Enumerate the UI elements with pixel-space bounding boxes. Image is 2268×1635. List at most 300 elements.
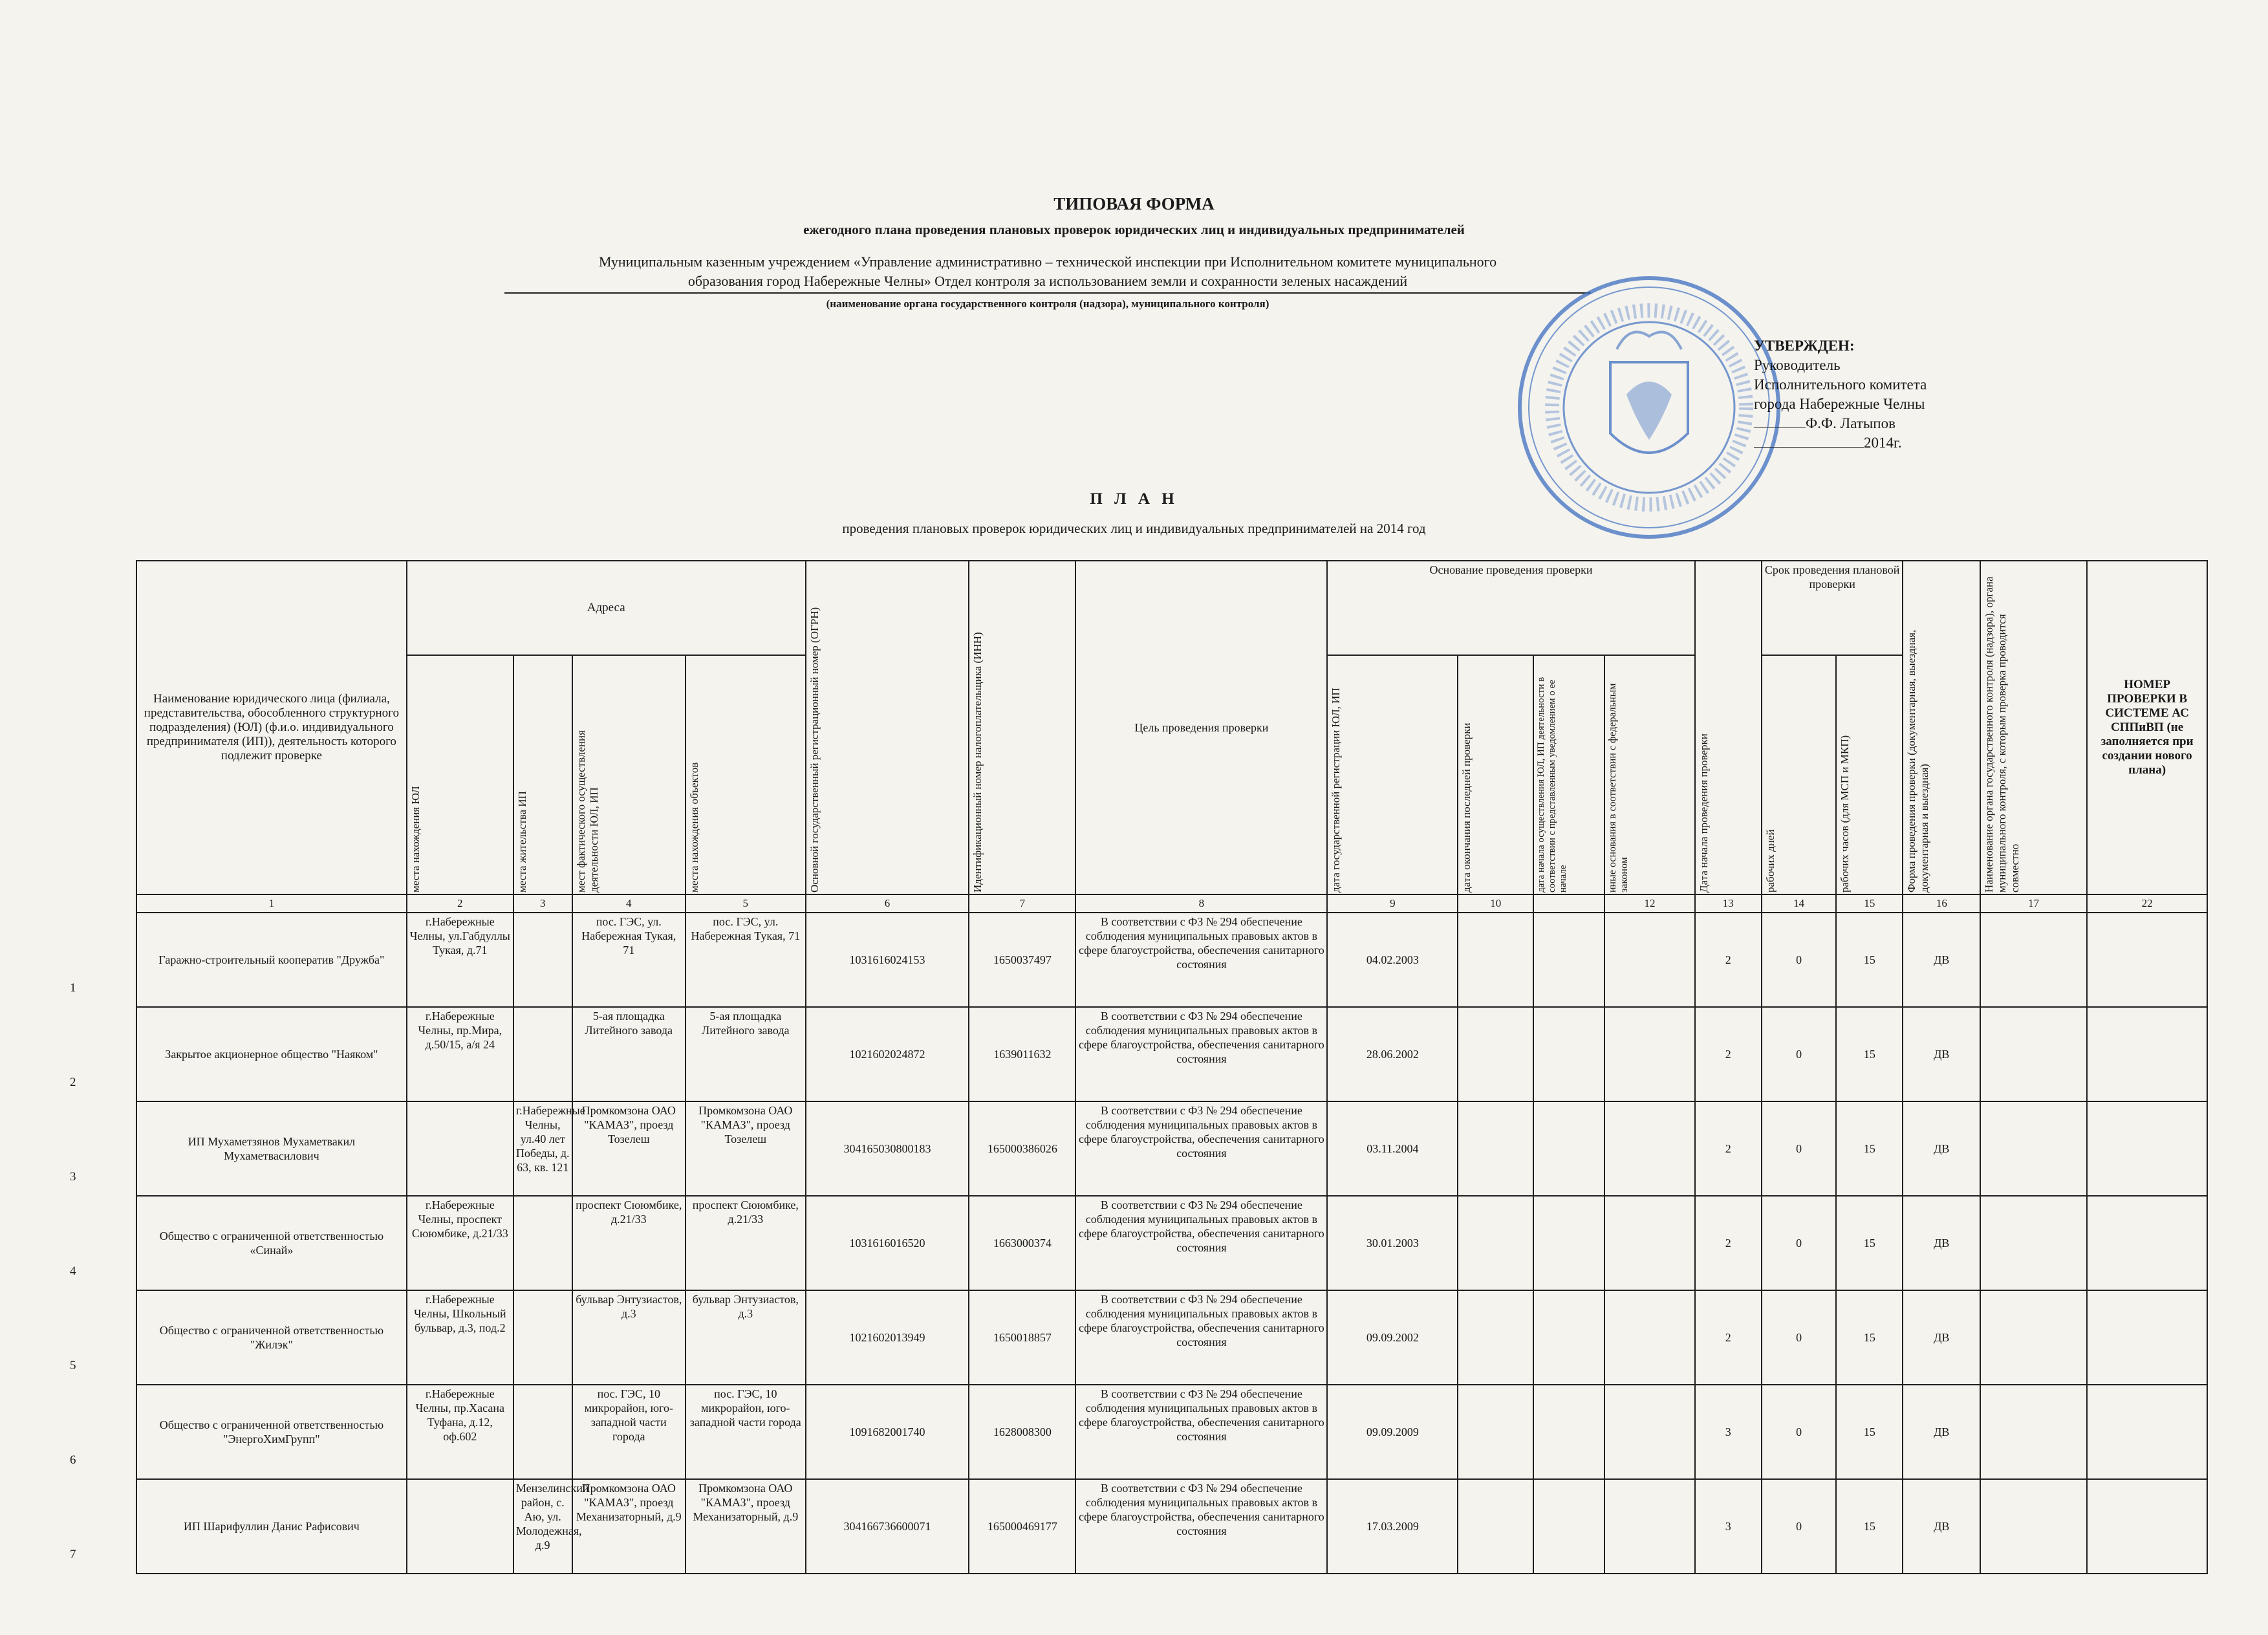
activity-start-cell — [1533, 1479, 1604, 1574]
address-ul-cell-text: г.Набережные Челны, ул.Габдуллы Тукая, д.71 — [409, 915, 510, 957]
th-addresses: Адреса — [407, 561, 806, 655]
row-number: 7 — [70, 1548, 76, 1561]
check-form-cell — [1903, 1479, 1980, 1574]
inn-cell-text: 165000469177 — [987, 1520, 1057, 1533]
th-term: Срок проведения плановой проверки — [1762, 561, 1903, 655]
work-days-cell — [1762, 1007, 1837, 1101]
ogrn-cell — [806, 1196, 969, 1290]
col-num: 22 — [2087, 894, 2207, 913]
col-num: 3 — [513, 894, 572, 913]
approval-date-line — [1754, 433, 1927, 453]
address-ul-cell — [407, 1196, 513, 1290]
row-number: 1 — [70, 981, 76, 995]
work-hours-cell-text: 15 — [1863, 1520, 1875, 1533]
joint-body-cell — [1980, 1290, 2087, 1385]
address-ip-cell — [513, 913, 572, 1007]
start-date-cell-text: 2 — [1725, 1237, 1731, 1250]
ogrn-cell-text: 1091682001740 — [849, 1425, 925, 1438]
joint-body-cell — [1980, 913, 2087, 1007]
ogrn-cell-text: 1021602024872 — [849, 1048, 925, 1061]
org-name-cell — [136, 913, 407, 1007]
ogrn-cell — [806, 913, 969, 1007]
approval-signature-line — [1754, 414, 1927, 433]
inn-cell-text: 1628008300 — [993, 1425, 1052, 1438]
activity-start-cell — [1533, 1101, 1604, 1196]
th-ogrn-text: Основной государственный регистрационный номер (ОГРН) — [808, 607, 821, 893]
organization-note: (наименование органа государственного контроля (надзора), муниципального контроля) — [826, 298, 1269, 310]
row-number: 5 — [70, 1359, 76, 1372]
activity-start-cell — [1533, 1196, 1604, 1290]
start-date-cell-text: 3 — [1725, 1425, 1731, 1438]
check-form-cell-text: ДВ — [1934, 1425, 1950, 1438]
inn-cell — [969, 1479, 1075, 1574]
registration-date-cell-text: 28.06.2002 — [1366, 1048, 1419, 1061]
address-activity-cell — [572, 1101, 686, 1196]
work-days-cell — [1762, 1385, 1837, 1479]
purpose-cell — [1075, 1196, 1327, 1290]
plan-subtitle: проведения плановых проверок юридических лиц и индивидуальных предпринимателей на 2014 год — [842, 521, 1426, 536]
joint-body-cell — [1980, 1101, 2087, 1196]
last-check-cell — [1458, 1007, 1533, 1101]
org-name-cell — [136, 1007, 407, 1101]
ogrn-cell — [806, 1479, 969, 1574]
org-name-cell — [136, 1196, 407, 1290]
row-number: 2 — [70, 1076, 76, 1089]
registration-date-cell — [1327, 913, 1458, 1007]
purpose-cell — [1075, 1290, 1327, 1385]
work-hours-cell — [1836, 1101, 1903, 1196]
th-ground-start-text: дата начала осуществления ЮЛ, ИП деятельности в соответствии с представленным уведомлением о ее начале — [1536, 677, 1569, 893]
address-ul-cell — [407, 913, 513, 1007]
start-date-cell-text: 3 — [1725, 1520, 1731, 1533]
org-name-cell-text: Гаражно-строительный кооператив "Дружба" — [158, 953, 385, 966]
inn-cell — [969, 1007, 1075, 1101]
th-start-date-text: Дата начала проведения проверки — [1697, 733, 1710, 893]
approval-line-3: города Набережные Челны — [1754, 396, 1925, 412]
address-ip-cell — [513, 1479, 589, 1574]
inn-cell — [969, 1196, 1075, 1290]
purpose-cell-text: В соответствии с ФЗ № 294 обеспечение соблюдения муниципальных правовых актов в сфере благоустройства, обеспечения санитарного состояния — [1078, 1293, 1324, 1348]
work-hours-cell-text: 15 — [1863, 1331, 1875, 1344]
org-name-cell-text: Общество с ограниченной ответственностью «Синай» — [159, 1229, 384, 1257]
col-num: 15 — [1836, 894, 1903, 913]
address-objects-cell — [686, 1385, 806, 1479]
ogrn-cell-text: 304165030800183 — [843, 1142, 931, 1155]
work-hours-cell-text: 15 — [1863, 1142, 1875, 1155]
work-hours-cell — [1836, 913, 1903, 1007]
check-form-cell — [1903, 1290, 1980, 1385]
work-days-cell-text: 0 — [1796, 1425, 1802, 1438]
other-grounds-cell — [1604, 1290, 1694, 1385]
table-row — [136, 1007, 2207, 1101]
address-ul-cell — [407, 1007, 513, 1101]
work-hours-cell-text: 15 — [1863, 1425, 1875, 1438]
th-ogrn — [806, 561, 969, 894]
org-name-cell — [136, 1479, 407, 1574]
system-number-cell — [2087, 1385, 2207, 1479]
address-activity-cell-text: Промкомзона ОАО "КАМАЗ", проезд Механизаторный, д.9 — [576, 1482, 682, 1523]
activity-start-cell — [1533, 1007, 1604, 1101]
th-ground-last — [1458, 655, 1533, 894]
address-objects-cell — [686, 1196, 806, 1290]
system-number-cell — [2087, 1290, 2207, 1385]
last-check-cell — [1458, 1196, 1533, 1290]
registration-date-cell — [1327, 1385, 1458, 1479]
col-num: 8 — [1075, 894, 1327, 913]
th-ground-other-text: иные основания в соответствии с федеральным законом — [1607, 683, 1630, 893]
start-date-cell-text: 2 — [1725, 1331, 1731, 1344]
th-inn — [969, 561, 1075, 894]
address-objects-cell-text: пос. ГЭС, ул. Набережная Тукая, 71 — [691, 915, 801, 942]
last-check-cell — [1458, 1479, 1533, 1574]
address-objects-cell-text: пос. ГЭС, 10 микрорайон, юго-западной части города — [689, 1387, 801, 1429]
work-hours-cell — [1836, 1290, 1903, 1385]
address-objects-cell-text: Промкомзона ОАО "КАМАЗ", проезд Механизаторный, д.9 — [693, 1482, 799, 1523]
registration-date-cell-text: 09.09.2002 — [1366, 1331, 1419, 1344]
table-row — [136, 1290, 2207, 1385]
col-num: 10 — [1458, 894, 1533, 913]
purpose-cell — [1075, 1007, 1327, 1101]
ogrn-cell — [806, 1101, 969, 1196]
address-ip-cell-text: Мензелинский район, с. Аю, ул. Молодежная, д.9 — [515, 1482, 589, 1552]
system-number-cell — [2087, 1196, 2207, 1290]
org-name-cell — [136, 1101, 407, 1196]
address-objects-cell-text: Промкомзона ОАО "КАМАЗ", проезд Тозелеш — [698, 1104, 793, 1145]
table-row — [136, 1196, 2207, 1290]
th-start-date — [1695, 561, 1762, 894]
purpose-cell — [1075, 1385, 1327, 1479]
ogrn-cell-text: 1021602013949 — [849, 1331, 925, 1344]
other-grounds-cell — [1604, 1479, 1694, 1574]
inn-cell — [969, 1290, 1075, 1385]
ogrn-cell-text: 1031616024153 — [849, 953, 925, 966]
form-subtitle: ежегодного плана проведения плановых проверок юридических лиц и индивидуальных предпринимателей — [803, 222, 1465, 237]
th-ground-other — [1604, 655, 1694, 894]
col-num: 4 — [572, 894, 686, 913]
organization-line-2: образования город Набережные Челны» Отдел контроля за использованием земли и сохранности зеленых насаждений — [687, 273, 1408, 289]
col-num: 7 — [969, 894, 1075, 913]
address-activity-cell — [572, 913, 686, 1007]
address-ul-cell — [407, 1101, 513, 1196]
th-joint — [1980, 561, 2087, 894]
address-ul-cell-text: г.Набережные Челны, Школьный бульвар, д.3, под.2 — [413, 1293, 506, 1334]
th-addr-ul-text: места нахождения ЮЛ — [409, 786, 422, 893]
start-date-cell — [1695, 1290, 1762, 1385]
address-ip-cell — [513, 1290, 572, 1385]
system-number-cell — [2087, 1479, 2207, 1574]
inn-cell-text: 1639011632 — [993, 1048, 1052, 1061]
check-form-cell-text: ДВ — [1934, 1048, 1950, 1061]
approval-line-1: Руководитель — [1754, 357, 1841, 373]
th-purpose: Цель проведения проверки — [1075, 561, 1327, 894]
address-objects-cell — [686, 913, 806, 1007]
check-form-cell-text: ДВ — [1934, 953, 1950, 966]
address-ul-cell-text: г.Набережные Челны, пр.Мира, д.50/15, а/я 24 — [418, 1010, 502, 1051]
org-name-cell-text: Общество с ограниченной ответственностью "Жилэк" — [159, 1324, 384, 1351]
org-name-cell — [136, 1290, 407, 1385]
form-title: ТИПОВАЯ ФОРМА — [1053, 194, 1215, 213]
registration-date-cell-text: 04.02.2003 — [1366, 953, 1419, 966]
check-form-cell — [1903, 913, 1980, 1007]
purpose-cell-text: В соответствии с ФЗ № 294 обеспечение соблюдения муниципальных правовых актов в сфере благоустройства, обеспечения санитарного состояния — [1078, 1010, 1324, 1065]
inn-cell-text: 1650037497 — [993, 953, 1052, 966]
address-ip-cell — [513, 1385, 572, 1479]
work-days-cell-text: 0 — [1796, 1520, 1802, 1533]
col-num: 6 — [806, 894, 969, 913]
address-activity-cell-text: пос. ГЭС, ул. Набережная Тукая, 71 — [581, 915, 676, 957]
th-addr-activity-text: мест фактического осуществления деятельности ЮЛ, ИП — [574, 730, 600, 893]
plan-title: П Л А Н — [1090, 490, 1178, 508]
ogrn-cell — [806, 1007, 969, 1101]
organization-name — [504, 252, 1591, 291]
organization-line-1: Муниципальным казенным учреждением «Управление административно – технической инспекции при Исполнительном комитете муниципального — [598, 254, 1497, 270]
purpose-cell-text: В соответствии с ФЗ № 294 обеспечение соблюдения муниципальных правовых актов в сфере благоустройства, обеспечения санитарного состояния — [1078, 1104, 1324, 1160]
th-form — [1903, 561, 1980, 894]
purpose-cell — [1075, 1479, 1327, 1574]
th-addr-objects — [686, 655, 806, 894]
th-term-hours — [1836, 655, 1903, 894]
work-hours-cell-text: 15 — [1863, 1048, 1875, 1061]
address-activity-cell-text: проспект Сююмбике, д.21/33 — [576, 1198, 682, 1226]
col-num — [1533, 894, 1604, 913]
system-number-cell — [2087, 1007, 2207, 1101]
registration-date-cell-text: 03.11.2004 — [1366, 1142, 1419, 1155]
ogrn-cell — [806, 1385, 969, 1479]
col-num: 14 — [1762, 894, 1837, 913]
address-activity-cell-text: бульвар Энтузиастов, д.3 — [576, 1293, 682, 1320]
address-objects-cell — [686, 1007, 806, 1101]
work-hours-cell — [1836, 1196, 1903, 1290]
other-grounds-cell — [1604, 1385, 1694, 1479]
address-ul-cell-text: г.Набережные Челны, проспект Сююмбике, д.21/33 — [411, 1198, 508, 1240]
row-number: 3 — [70, 1170, 76, 1184]
registration-date-cell-text: 09.09.2009 — [1366, 1425, 1419, 1438]
inn-cell — [969, 913, 1075, 1007]
work-days-cell-text: 0 — [1796, 953, 1802, 966]
th-ground-reg — [1327, 655, 1458, 894]
col-num: 17 — [1980, 894, 2087, 913]
address-ip-cell — [513, 1007, 572, 1101]
system-number-cell — [2087, 1101, 2207, 1196]
other-grounds-cell — [1604, 1101, 1694, 1196]
address-objects-cell — [686, 1479, 806, 1574]
address-objects-cell-text: проспект Сююмбике, д.21/33 — [692, 1198, 799, 1226]
col-num: 1 — [136, 894, 407, 913]
address-activity-cell-text: 5-ая площадка Литейного завода — [585, 1010, 673, 1037]
date-blank — [1754, 447, 1864, 448]
col-num: 2 — [407, 894, 513, 913]
check-form-cell-text: ДВ — [1934, 1142, 1950, 1155]
check-form-cell — [1903, 1196, 1980, 1290]
other-grounds-cell — [1604, 1007, 1694, 1101]
col-num: 13 — [1695, 894, 1762, 913]
th-addr-ip — [513, 655, 572, 894]
address-objects-cell-text: 5-ая площадка Литейного завода — [702, 1010, 790, 1037]
address-activity-cell — [572, 1007, 686, 1101]
activity-start-cell — [1533, 913, 1604, 1007]
col-num: 5 — [686, 894, 806, 913]
th-grounds: Основание проведения проверки — [1327, 561, 1694, 655]
address-activity-cell — [572, 1385, 686, 1479]
col-num: 16 — [1903, 894, 1980, 913]
approval-date-suffix: 2014г. — [1864, 435, 1902, 451]
other-grounds-cell — [1604, 1196, 1694, 1290]
th-ground-start — [1533, 655, 1604, 894]
org-name-cell-text: Общество с ограниченной ответственностью "ЭнергоХимГрупп" — [159, 1418, 384, 1446]
start-date-cell — [1695, 1196, 1762, 1290]
approval-line-2: Исполнительного комитета — [1754, 376, 1927, 393]
org-name-cell — [136, 1385, 407, 1479]
th-term-hours-text: рабочих часов (для МСП и МКП) — [1839, 735, 1852, 893]
activity-start-cell — [1533, 1385, 1604, 1479]
col-num: 12 — [1604, 894, 1694, 913]
org-name-cell-text: ИП Мухаметзянов Мухаметвакил Мухаметвасилович — [188, 1135, 356, 1162]
registration-date-cell — [1327, 1101, 1458, 1196]
table-row — [136, 1479, 2207, 1574]
activity-start-cell — [1533, 1290, 1604, 1385]
work-days-cell-text: 0 — [1796, 1142, 1802, 1155]
start-date-cell-text: 2 — [1725, 953, 1731, 966]
table-row — [136, 913, 2207, 1007]
table-row — [136, 1101, 2207, 1196]
th-ground-last-text: дата окончания последней проверки — [1460, 722, 1473, 893]
ogrn-cell-text: 304166736600071 — [843, 1520, 931, 1533]
address-ip-cell-text: г.Набережные Челны, ул.40 лет Победы, д. 63, кв. 121 — [515, 1104, 585, 1174]
column-number-row — [136, 894, 2207, 913]
address-ip-cell — [513, 1196, 572, 1290]
address-ul-cell-text: г.Набережные Челны, пр.Хасана Туфана, д.12, оф.602 — [415, 1387, 504, 1443]
check-form-cell — [1903, 1007, 1980, 1101]
address-activity-cell — [572, 1290, 686, 1385]
th-term-days — [1762, 655, 1837, 894]
last-check-cell — [1458, 1101, 1533, 1196]
address-objects-cell-text: бульвар Энтузиастов, д.3 — [692, 1293, 799, 1320]
address-activity-cell — [572, 1479, 686, 1574]
row-number: 6 — [70, 1453, 76, 1467]
address-activity-cell-text: пос. ГЭС, 10 микрорайон, юго-западной части города — [584, 1387, 673, 1443]
joint-body-cell — [1980, 1007, 2087, 1101]
work-days-cell — [1762, 1196, 1837, 1290]
purpose-cell — [1075, 913, 1327, 1007]
th-addr-objects-text: места нахождения объектов — [687, 762, 700, 893]
org-name-cell-text: ИП Шарифуллин Данис Рафисович — [183, 1520, 360, 1533]
work-days-cell — [1762, 1290, 1837, 1385]
address-activity-cell-text: Промкомзона ОАО "КАМАЗ", проезд Тозелеш — [581, 1104, 676, 1145]
start-date-cell-text: 2 — [1725, 1142, 1731, 1155]
work-days-cell — [1762, 1479, 1837, 1574]
work-hours-cell — [1836, 1007, 1903, 1101]
address-ul-cell — [407, 1290, 513, 1385]
joint-body-cell — [1980, 1385, 2087, 1479]
check-form-cell — [1903, 1385, 1980, 1479]
th-term-days-text: рабочих дней — [1764, 829, 1777, 893]
th-addr-activity — [572, 655, 686, 894]
org-name-cell-text: Закрытое акционерное общество "Наяком" — [165, 1048, 378, 1061]
work-hours-cell-text: 15 — [1863, 953, 1875, 966]
last-check-cell — [1458, 1290, 1533, 1385]
registration-date-cell — [1327, 1196, 1458, 1290]
table-row — [136, 1385, 2207, 1479]
address-objects-cell — [686, 1290, 806, 1385]
registration-date-cell — [1327, 1479, 1458, 1574]
registration-date-cell — [1327, 1007, 1458, 1101]
inn-cell-text: 1650018857 — [993, 1331, 1052, 1344]
registration-date-cell — [1327, 1290, 1458, 1385]
purpose-cell-text: В соответствии с ФЗ № 294 обеспечение соблюдения муниципальных правовых актов в сфере благоустройства, обеспечения санитарного состояния — [1078, 1387, 1324, 1443]
inspection-plan-table — [136, 560, 2208, 1574]
inn-cell-text: 1663000374 — [993, 1237, 1052, 1250]
address-objects-cell — [686, 1101, 806, 1196]
start-date-cell — [1695, 1007, 1762, 1101]
joint-body-cell — [1980, 1196, 2087, 1290]
purpose-cell — [1075, 1101, 1327, 1196]
other-grounds-cell — [1604, 913, 1694, 1007]
check-form-cell-text: ДВ — [1934, 1237, 1950, 1250]
start-date-cell — [1695, 1479, 1762, 1574]
address-ul-cell — [407, 1479, 513, 1574]
row-number: 4 — [70, 1264, 76, 1278]
purpose-cell-text: В соответствии с ФЗ № 294 обеспечение соблюдения муниципальных правовых актов в сфере благоустройства, обеспечения санитарного состояния — [1078, 1198, 1324, 1254]
check-form-cell-text: ДВ — [1934, 1520, 1950, 1533]
purpose-cell-text: В соответствии с ФЗ № 294 обеспечение соблюдения муниципальных правовых актов в сфере благоустройства, обеспечения санитарного состояния — [1078, 915, 1324, 971]
header-row-1 — [136, 561, 2207, 655]
address-activity-cell — [572, 1196, 686, 1290]
work-hours-cell — [1836, 1385, 1903, 1479]
table-body — [136, 913, 2207, 1574]
th-joint-text: Наименование органа государственного контроля (надзора), органа муниципального контроля, с которым проверка проводится совместно — [1983, 576, 2022, 893]
th-addr-ul — [407, 655, 513, 894]
work-hours-cell-text: 15 — [1863, 1237, 1875, 1250]
organization-underline — [504, 292, 1591, 294]
address-ip-cell — [513, 1101, 585, 1196]
approval-signer: Ф.Ф. Латыпов — [1806, 415, 1895, 431]
start-date-cell — [1695, 1385, 1762, 1479]
ogrn-cell-text: 1031616016520 — [849, 1237, 925, 1250]
last-check-cell — [1458, 1385, 1533, 1479]
joint-body-cell — [1980, 1479, 2087, 1574]
work-days-cell-text: 0 — [1796, 1048, 1802, 1061]
work-hours-cell — [1836, 1479, 1903, 1574]
work-days-cell — [1762, 1101, 1837, 1196]
address-ul-cell — [407, 1385, 513, 1479]
inn-cell-text: 165000386026 — [987, 1142, 1057, 1155]
inn-cell — [969, 1385, 1075, 1479]
registration-date-cell-text: 30.01.2003 — [1366, 1237, 1419, 1250]
th-form-text: Форма проведения проверки (документарная, выездная, документарная и выездная) — [1905, 629, 1931, 893]
check-form-cell-text: ДВ — [1934, 1331, 1950, 1344]
th-addr-ip-text: места жительства ИП — [515, 791, 528, 893]
col-num: 9 — [1327, 894, 1458, 913]
approval-block — [1754, 336, 1927, 453]
start-date-cell — [1695, 913, 1762, 1007]
last-check-cell — [1458, 913, 1533, 1007]
ogrn-cell — [806, 1290, 969, 1385]
start-date-cell — [1695, 1101, 1762, 1196]
system-number-cell — [2087, 913, 2207, 1007]
th-ground-reg-text: дата государственной регистрации ЮЛ, ИП — [1330, 688, 1343, 893]
check-form-cell — [1903, 1101, 1980, 1196]
purpose-cell-text: В соответствии с ФЗ № 294 обеспечение соблюдения муниципальных правовых актов в сфере благоустройства, обеспечения санитарного состояния — [1078, 1482, 1324, 1537]
start-date-cell-text: 2 — [1725, 1048, 1731, 1061]
th-inn-text: Идентификационный номер налогоплательщика (ИНН) — [971, 632, 984, 893]
approval-title: УТВЕРЖДЕН: — [1754, 338, 1855, 354]
work-days-cell-text: 0 — [1796, 1331, 1802, 1344]
work-days-cell — [1762, 913, 1837, 1007]
registration-date-cell-text: 17.03.2009 — [1366, 1520, 1419, 1533]
inn-cell — [969, 1101, 1075, 1196]
th-name: Наименование юридического лица (филиала, представительства, обособленного структурного подразделения) (ЮЛ) (ф.и.о. индивидуального предпринимателя (ИП)), деятельность которого подлежит проверке — [136, 561, 407, 894]
work-days-cell-text: 0 — [1796, 1237, 1802, 1250]
